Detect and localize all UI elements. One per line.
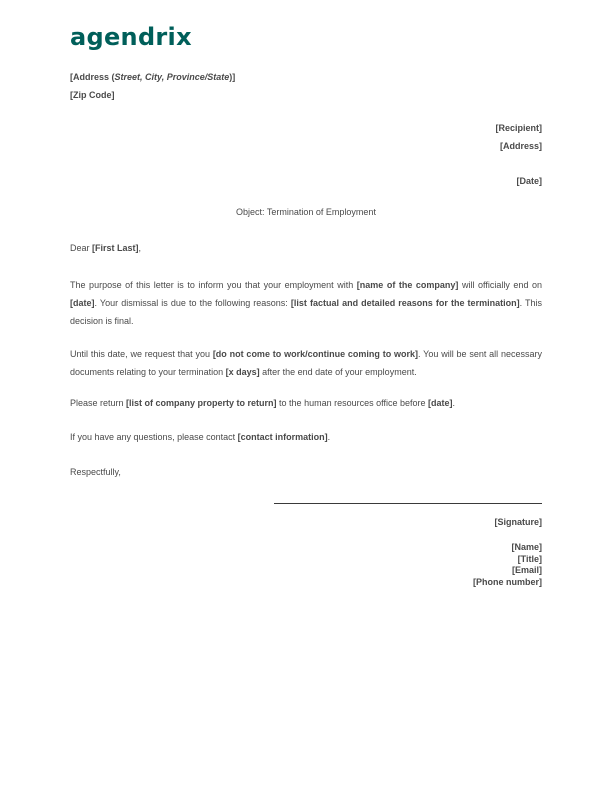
salutation: Dear [First Last], — [70, 243, 142, 253]
letter-date: [Date] — [516, 176, 542, 186]
paragraph-contact: If you have any questions, please contact [contact information]. — [70, 432, 331, 442]
sender-name: [Name] — [511, 542, 542, 552]
object-line: Object: Termination of Employment — [236, 207, 376, 217]
recipient-block — [495, 119, 542, 155]
sender-address-block — [70, 68, 370, 104]
paragraph-instructions: Until this date, we request that you [do not come to work/continue coming to work]. You will be sent all necessary documents relating to your termination [x days] after the end date of your employment. — [70, 349, 543, 377]
closing: Respectfully, — [70, 467, 121, 477]
sender-phone: [Phone number] — [473, 576, 542, 587]
sender-address-detail: Street, City, Province/State — [114, 72, 230, 82]
recipient-address: [Address] — [499, 141, 542, 151]
signature-placeholder: [Signature] — [494, 517, 542, 527]
sender-zip: [Zip Code] — [70, 90, 115, 100]
sender-contact-block — [473, 542, 542, 588]
sender-title: [Title] — [517, 553, 542, 564]
paragraph-return-property: Please return [list of company property to return] to the human resources office before [date]. — [70, 398, 455, 408]
recipient-name: [Recipient] — [495, 123, 542, 133]
sender-email: [Email] — [511, 565, 542, 575]
signature-line — [274, 503, 542, 504]
paragraph-purpose: The purpose of this letter is to inform you that your employment with [name of the company] will officially end on [date]. Your dismissal is due to the following reasons: [list factual and detailed reasons for the termination]. This decision is final. — [70, 280, 543, 326]
agendrix-logo: agendrix — [70, 23, 192, 51]
sender-address: [Address (Street, City, Province/State)] — [70, 72, 236, 82]
